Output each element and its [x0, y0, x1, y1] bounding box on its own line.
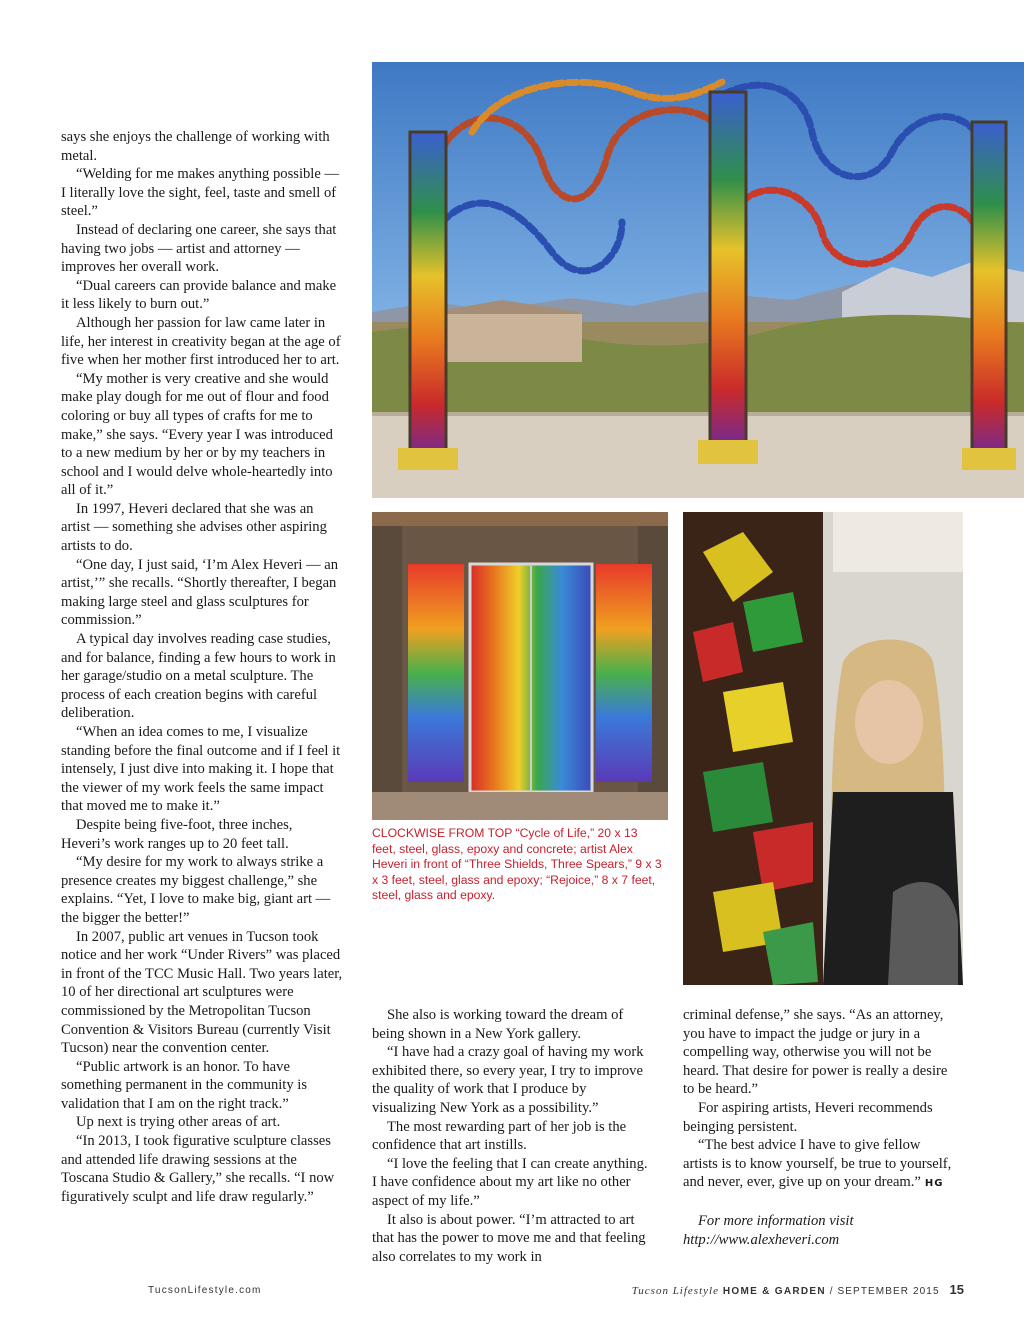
paragraph: Instead of declaring one career, she says that having two jobs — artist and attorney — improves her overall work. — [61, 221, 337, 276]
paragraph: Although her passion for law came later in life, her interest in creativity began at the age of five when her mother first introduced her to art. — [61, 314, 341, 369]
paragraph: For aspiring artists, Heveri recommends beinging persistent. — [683, 1099, 933, 1135]
article-column-2 — [372, 1006, 654, 1266]
paragraph: “One day, I just said, ‘I’m Alex Heveri — an artist,’” she recalls. “Shortly thereafter, I began making large steel and glass sculptures for commission.” — [61, 556, 339, 629]
article-column-1 — [61, 128, 343, 1206]
closing-paragraph — [683, 1136, 955, 1194]
end-mark: HG — [924, 1178, 944, 1190]
paragraph: A typical day involves reading case studies, and for balance, finding a few hours to work in her garage/studio on a metal sculpture. The process of each creation begins with careful deliberation. — [61, 631, 336, 722]
more-info: For more information visit http://www.alexheveri.com — [683, 1212, 854, 1248]
artist-with-sculpture-image — [683, 512, 963, 985]
paragraph: “My desire for my work to always strike a presence creates my biggest challenge,” she explains. “Yet, I love to make big, giant art — the bigger the better!” — [61, 854, 331, 926]
paragraph: “Welding for me makes anything possible — I literally love the sight, feel, taste and smell of steel.” — [61, 166, 340, 220]
paragraph: says she enjoys the challenge of working with metal. — [61, 129, 330, 164]
paragraph: In 1997, Heveri declared that she was an artist — something she advises other aspiring artists to do. — [61, 500, 327, 555]
issue-date: / SEPTEMBER 2015 — [829, 1286, 940, 1297]
paragraph: It also is about power. “I’m attracted to art that has the power to move me and that feeling also correlates to my work in — [372, 1211, 646, 1265]
closing-quote: “The best advice I have to give fellow artists is to know yourself, be true to yourself, and never, ever, give up on your dream.” — [683, 1137, 952, 1191]
paragraph: “Dual careers can provide balance and make it less likely to burn out.” — [61, 277, 337, 313]
paragraph: In 2007, public art venues in Tucson took notice and her work “Under Rivers” was placed in front of the TCC Music Hall. Two years later, 10 of her directional art sculptures were commissioned by the Metropolitan Tucson Convention & Visitors Bureau (currently Visit Tucson) near the convention center. — [61, 928, 343, 1057]
paragraph: criminal defense,” she says. “As an attorney, you have to impact the judge or jury in a compelling way, otherwise you will not be heard. That desire for power is really a desire to be heard.” — [683, 1007, 948, 1098]
footer-folio — [632, 1282, 964, 1297]
footer-website: TucsonLifestyle.com — [148, 1285, 262, 1296]
section-name: HOME & GARDEN — [722, 1286, 826, 1297]
page-number: 15 — [949, 1282, 964, 1297]
paragraph: Despite being five-foot, three inches, Heveri’s work ranges up to 20 feet tall. — [61, 816, 293, 852]
paragraph: “My mother is very creative and she would make play dough for me out of flour and food coloring or buy all types of crafts for me to make,” she says. “Every year I was introduced to a new medium by her or by my teachers in school and I would delve whole-heartedly into all of it.” — [61, 370, 333, 499]
paragraph: “I love the feeling that I can create anything. I have confidence about my art like no other aspect of my life.” — [372, 1155, 648, 1209]
sculpture-arch-image — [372, 62, 1024, 498]
paragraph: “In 2013, I took figurative sculpture classes and attended life drawing sessions at the Toscana Studio & Gallery,” she recalls. “I now figuratively sculpt and life draw regularly.” — [61, 1133, 335, 1205]
paragraph: She also is working toward the dream of being shown in a New York gallery. — [372, 1007, 624, 1042]
rainbow-door-image — [372, 512, 668, 820]
artist-portrait-photo — [683, 512, 963, 985]
article-column-3 — [683, 1006, 955, 1249]
photo-caption: CLOCKWISE FROM TOP “Cycle of Life,” 20 x 13 feet, steel, glass, epoxy and concrete; artist Alex Heveri in front of “Three Shields, Three Spears,” 9 x 3 x 3 feet, steel, glass and epoxy; “Rejoice,” 8 x 7 feet, steel, glass and epoxy. — [372, 826, 662, 903]
paragraph: “Public artwork is an honor. To have something permanent in the community is validation that I am on the right track.” — [61, 1058, 308, 1112]
publication-name: Tucson Lifestyle — [631, 1285, 719, 1297]
rejoice-door-photo — [372, 512, 668, 820]
paragraph: Up next is trying other areas of art. — [76, 1114, 281, 1131]
paragraph: “I have had a crazy goal of having my work exhibited there, so every year, I try to improve the quality of work that I produce by visualizing New York as a possibility.” — [372, 1044, 644, 1116]
paragraph: “When an idea comes to me, I visualize standing before the final outcome and if I feel it intensely, I just dive into making it. I hope that the viewer of my work feels the same impact that moved me to make it.” — [61, 724, 341, 815]
paragraph: The most rewarding part of her job is the confidence that art instills. — [372, 1118, 627, 1154]
cycle-of-life-photo — [372, 62, 1024, 498]
